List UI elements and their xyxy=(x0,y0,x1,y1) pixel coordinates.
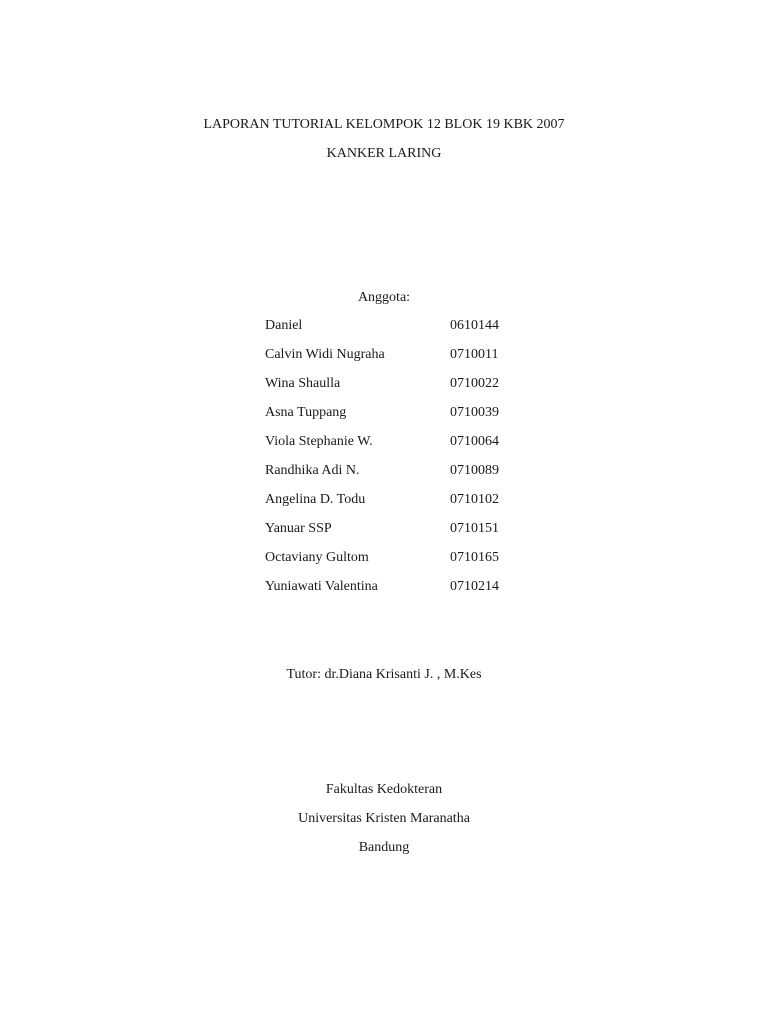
member-student-id: 0710151 xyxy=(450,521,499,536)
member-student-id: 0710214 xyxy=(450,579,499,594)
member-student-id: 0710102 xyxy=(450,492,499,507)
member-name: Yuniawati Valentina xyxy=(265,579,378,594)
member-name: Angelina D. Todu xyxy=(265,492,366,507)
member-name: Asna Tuppang xyxy=(265,405,347,420)
member-row xyxy=(265,317,565,346)
member-row xyxy=(265,578,565,607)
member-student-id: 0710089 xyxy=(450,463,499,478)
member-name: Yanuar SSP xyxy=(265,521,332,536)
member-row xyxy=(265,404,565,433)
member-name: Viola Stephanie W. xyxy=(265,434,373,449)
member-row xyxy=(265,346,565,375)
city-name: Bandung xyxy=(358,840,410,855)
members-list xyxy=(265,317,565,607)
member-student-id: 0710165 xyxy=(450,550,499,565)
member-name: Octaviany Gultom xyxy=(265,550,369,565)
member-name: Wina Shaulla xyxy=(265,376,341,391)
member-name: Calvin Widi Nugraha xyxy=(265,347,385,362)
member-row xyxy=(265,491,565,520)
report-title: LAPORAN TUTORIAL KELOMPOK 12 BLOK 19 KBK 2007 xyxy=(203,117,565,132)
member-student-id: 0710064 xyxy=(450,434,499,449)
member-student-id: 0710011 xyxy=(450,347,499,362)
member-row xyxy=(265,375,565,404)
member-name: Daniel xyxy=(265,318,303,333)
member-student-id: 0710039 xyxy=(450,405,499,420)
member-student-id: 0610144 xyxy=(450,318,499,333)
member-row xyxy=(265,520,565,549)
members-heading: Anggota: xyxy=(357,290,411,305)
member-student-id: 0710022 xyxy=(450,376,499,391)
university-name: Universitas Kristen Maranatha xyxy=(298,811,470,826)
member-row xyxy=(265,549,565,578)
member-row xyxy=(265,462,565,491)
member-row xyxy=(265,433,565,462)
tutor-line: Tutor: dr.Diana Krisanti J. , M.Kes xyxy=(286,667,482,682)
member-name: Randhika Adi N. xyxy=(265,463,360,478)
faculty-name: Fakultas Kedokteran xyxy=(325,782,443,797)
report-subtitle: KANKER LARING xyxy=(326,146,442,161)
